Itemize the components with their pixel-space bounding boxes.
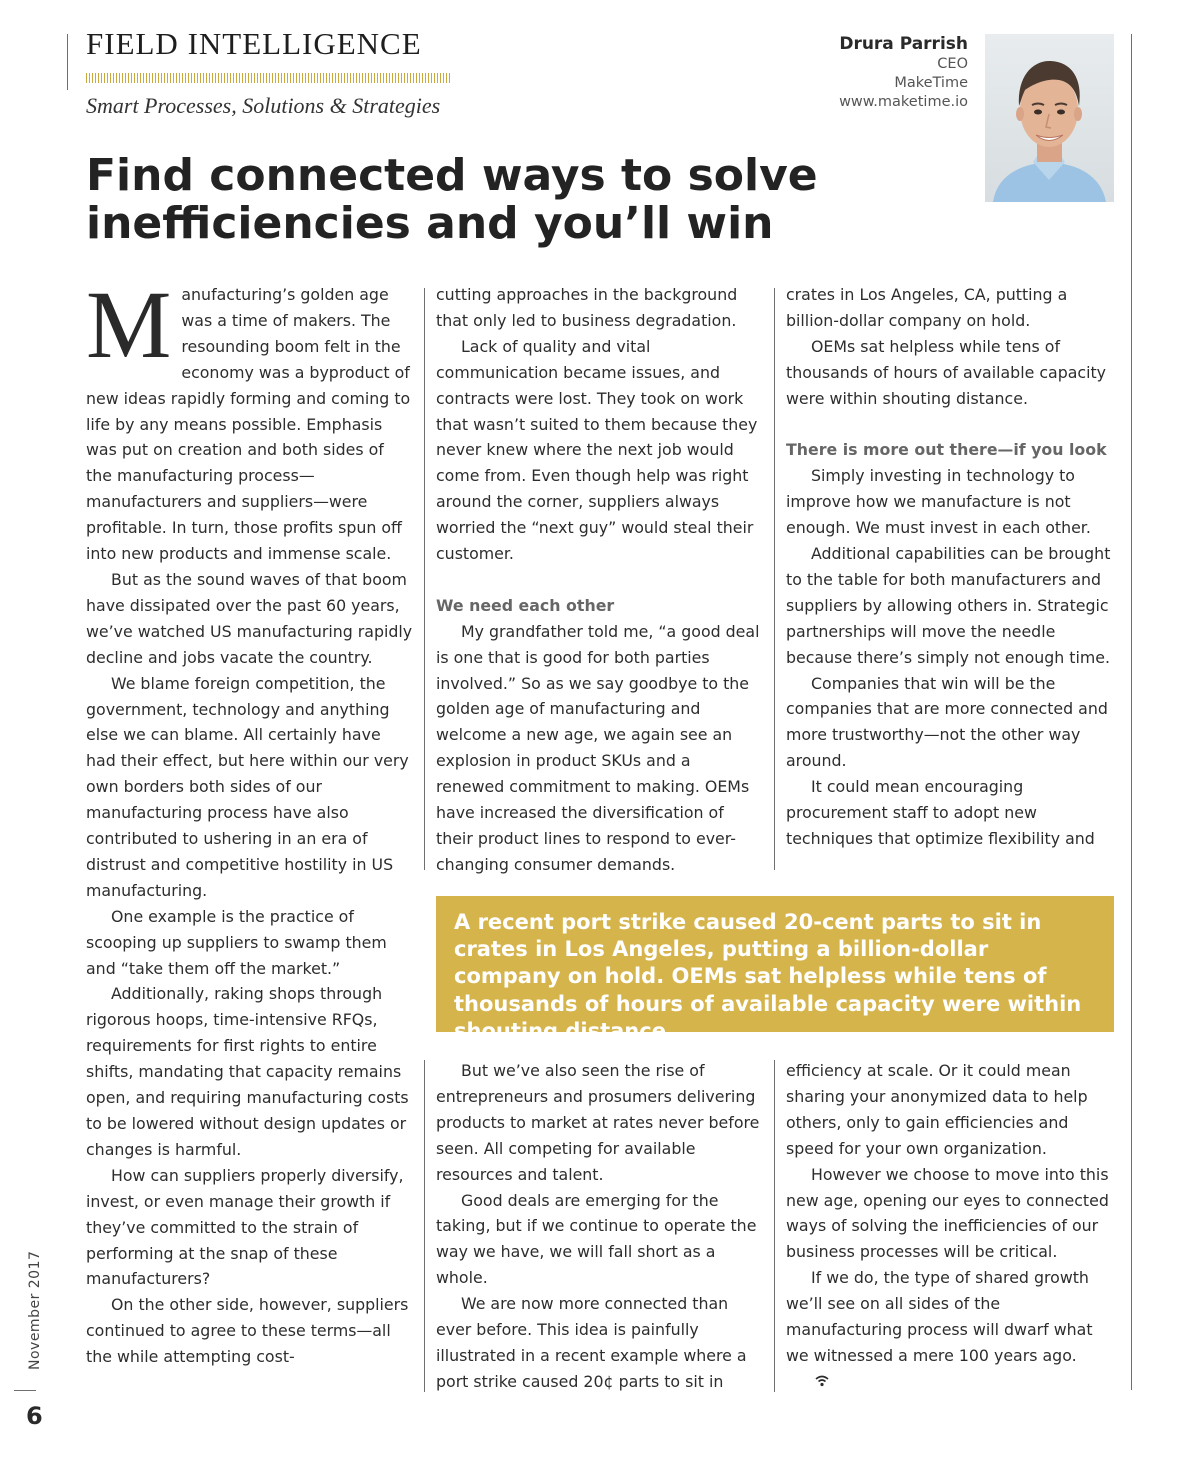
- paragraph: But as the sound waves of that boom have dissipated over the past 60 years, we’ve watched US manufacturing rapidly decline and jobs vacate the country.: [86, 569, 413, 667]
- paragraph: Lack of quality and vital communication became issues, and contracts were lost. They took on work that wasn’t suited to them because they never knew where the next job would come from. Even though help was right around the corner, suppliers always worried the “next guy” would steal their customer.: [436, 336, 758, 564]
- paragraph: But we’ve also seen the rise of entrepreneurs and prosumers delivering products to market at rates never before seen. All competing for available resources and talent.: [436, 1061, 760, 1184]
- column-rule-1-bottom: [424, 1060, 425, 1392]
- paragraph: We blame foreign competition, the government, technology and anything else we can blame. All certainly have had their effect, but here within our very own borders both sides of our manufacturing process have also contributed to ushering in an era of distrust and competitive hostility in US manufacturing.: [86, 673, 409, 900]
- author-website[interactable]: www.maketime.io: [839, 94, 968, 110]
- article-column-2-top: [436, 282, 763, 878]
- paragraph: OEMs sat helpless while tens of thousands of hours of available capacity were within shouting distance.: [786, 336, 1107, 408]
- article-headline: [86, 152, 846, 248]
- column-rule-2-top: [774, 288, 775, 870]
- bottom-left-rule: [14, 1390, 36, 1391]
- paragraph: We are now more connected than ever before. This idea is painfully illustrated in a recent example where a port strike caused 20¢ parts to sit in: [436, 1294, 747, 1391]
- article-column-2-bottom: [436, 1058, 763, 1395]
- paragraph: Good deals are emerging for the taking, but if we continue to operate the way we have, we will fall short as a whole.: [436, 1190, 757, 1288]
- author-portrait-image: [985, 34, 1114, 202]
- author-block: [839, 33, 968, 112]
- column-rule-1-top: [424, 288, 425, 870]
- paragraph: Simply investing in technology to improve how we manufacture is not enough. We must invest in each other.: [786, 466, 1091, 538]
- paragraph: [786, 1265, 1116, 1395]
- right-border-rule: [1131, 34, 1132, 1390]
- section-tagline: Smart Processes, Solutions & Strategies: [86, 93, 441, 118]
- paragraph: How can suppliers properly diversify, invest, or even manage their growth if they’ve committed to the strain of performing at the snap of these manufacturers?: [86, 1165, 404, 1289]
- paragraph: One example is the practice of scooping up suppliers to swamp them and “take them off the market.”: [86, 906, 387, 978]
- paragraph: anufacturing’s golden age was a time of makers. The resounding boom felt in the economy was a byproduct of new ideas rapidly forming and coming to life by any means possible. Emphasis was put on creation and both sides of the manufacturing process—manufacturers and suppliers—were profitable. In turn, those profits spun off into new products and immense scale.: [86, 285, 411, 564]
- subhead-more-out-there: There is more out there—if you look: [786, 440, 1107, 460]
- section-hatch-divider: [86, 73, 450, 83]
- subhead-we-need-each-other: We need each other: [436, 595, 615, 615]
- paragraph: efficiency at scale. Or it could mean sharing your anonymized data to help others, only to gain efficiencies and speed for your own organization.: [786, 1061, 1088, 1158]
- column-rule-2-bottom: [774, 1060, 775, 1392]
- pull-quote: A recent port strike caused 20-cent parts to sit in crates in Los Angeles, putting a billion-dollar company on hold. OEMs sat helpless while tens of thousands of hours of available capacity were within shouting distance.: [436, 896, 1114, 1032]
- article-column-1: [86, 271, 413, 1370]
- issue-date: November 2017: [27, 1250, 43, 1370]
- page-number: 6: [26, 1402, 43, 1430]
- left-border-rule: [67, 34, 68, 90]
- article-column-3-top: [786, 282, 1116, 852]
- headline-line-1: Find connected ways to solve: [86, 150, 818, 201]
- paragraph: Additional capabilities can be brought to the table for both manufacturers and suppliers by allowing others in. Strategic partnerships will move the needle because there’s simply not enough time.: [786, 544, 1111, 667]
- paragraph: It could mean encouraging procurement staff to adopt new techniques that optimize flexibility and: [786, 777, 1095, 849]
- paragraph: My grandfather told me, “a good deal is one that is good for both parties involved.” So as we say goodbye to the golden age of manufacturing and welcome a new age, we again see an explosion in product SKUs and a renewed commitment to making. OEMs have increased the diversification of their product lines to respond to ever-changing consumer demands.: [436, 621, 760, 874]
- article-column-3-bottom: [786, 1058, 1116, 1395]
- author-portrait: [985, 34, 1114, 202]
- paragraph: crates in Los Angeles, CA, putting a billion-dollar company on hold.: [786, 285, 1068, 330]
- paragraph: However we choose to move into this new age, opening our eyes to connected ways of solving the inefficiencies of our business processes will be critical.: [786, 1164, 1109, 1262]
- author-company: MakeTime: [894, 75, 968, 91]
- author-name: Drura Parrish: [839, 34, 968, 54]
- author-title: CEO: [937, 56, 968, 72]
- paragraph: On the other side, however, suppliers continued to agree to these terms—all the while attempting cost-: [86, 1295, 409, 1367]
- closing-paragraph-text: If we do, the type of shared growth we’ll see on all sides of the manufacturing process will dwarf what we witnessed a mere 100 years ago.: [786, 1268, 1093, 1365]
- wifi-signal-icon: [790, 1369, 829, 1395]
- section-title: FIELD INTELLIGENCE: [86, 26, 422, 61]
- headline-line-2: inefficiencies and you’ll win: [86, 198, 774, 249]
- drop-cap: M: [86, 271, 172, 378]
- paragraph: Additionally, raking shops through rigorous hoops, time-intensive RFQs, requirements for first rights to entire shifts, mandating that capacity remains open, and requiring manufacturing costs to be lowered without design updates or changes is harmful.: [86, 984, 409, 1159]
- paragraph: Companies that win will be the companies that are more connected and more trustworthy—not the other way around.: [786, 673, 1108, 771]
- paragraph: cutting approaches in the background that only led to business degradation.: [436, 285, 738, 330]
